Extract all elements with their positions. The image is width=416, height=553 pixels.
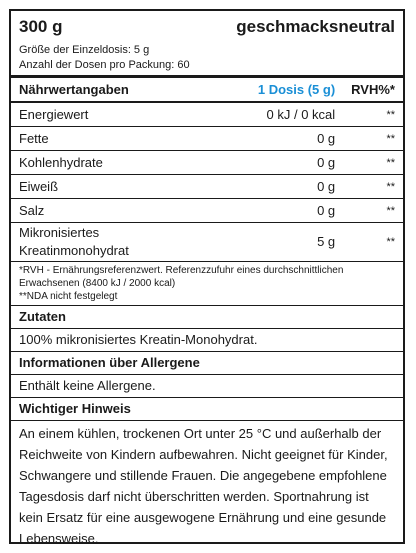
row-value: 5 g [217, 223, 343, 262]
row-rvh: ** [343, 151, 403, 175]
row-name: Eiweiß [11, 175, 217, 199]
nutrition-table [11, 78, 403, 262]
allergens-text: Enthält keine Allergene. [11, 375, 403, 398]
header-name: Nährwertangaben [11, 78, 217, 102]
row-name-line2: Kreatinmonohydrat [19, 243, 129, 258]
row-value: 0 g [217, 127, 343, 151]
table-row [11, 199, 403, 223]
row-value: 0 g [217, 199, 343, 223]
table-row-creatine [11, 223, 403, 262]
row-rvh: ** [343, 223, 403, 262]
footnote-rvh: *RVH - Ernährungsreferenzwert. Referenzzufuhr eines durchschnittlichen Erwachsenen (8400 kJ / 2000 kcal) [19, 265, 344, 289]
table-row [11, 175, 403, 199]
row-name-multiline [11, 223, 217, 262]
flavor-text: geschmacksneutral [236, 17, 395, 36]
servings-per-pack: Anzahl der Dosen pro Packung: 60 [19, 59, 190, 71]
row-name: Kohlenhydrate [11, 151, 217, 175]
footnote-nda: **NDA nicht festgelegt [19, 291, 118, 302]
header-dose: 1 Dosis (5 g) [217, 78, 343, 102]
row-rvh: ** [343, 127, 403, 151]
row-name: Fette [11, 127, 217, 151]
header-rvh: RVH%* [343, 78, 403, 102]
row-rvh: ** [343, 175, 403, 199]
row-rvh: ** [343, 102, 403, 127]
nutrition-table-header [11, 78, 403, 102]
row-value: 0 g [217, 175, 343, 199]
warning-text: An einem kühlen, trockenen Ort unter 25 °C und außerhalb der Reichweite von Kindern aufbewahren. Nicht geeignet für Kinder, Schwangere und stillende Frauen. Die angegebene empfohlene Tagesdosis darf nicht überschritten werden. Sportnahrung ist kein Ersatz für eine ausgewogene Ernährung und eine gesunde Lebensweise. [19, 426, 388, 546]
serving-size: Größe der Einzeldosis: 5 g [19, 44, 150, 56]
row-name-line1: Mikronisiertes [19, 225, 100, 240]
footnotes [11, 262, 403, 306]
label-header [11, 11, 403, 43]
row-value: 0 g [217, 151, 343, 175]
table-row [11, 127, 403, 151]
warning-title: Wichtiger Hinweis [11, 398, 403, 421]
row-rvh: ** [343, 199, 403, 223]
row-value: 0 kJ / 0 kcal [217, 102, 343, 127]
ingredients-text: 100% mikronisiertes Kreatin-Monohydrat. [11, 329, 403, 352]
allergens-title: Informationen über Allergene [11, 352, 403, 375]
nutrition-label [9, 9, 405, 544]
package-weight: 300 g [19, 17, 63, 36]
ingredients-title: Zutaten [11, 306, 403, 329]
table-row [11, 102, 403, 127]
row-name: Energiewert [11, 102, 217, 127]
table-row [11, 151, 403, 175]
row-name: Salz [11, 199, 217, 223]
serving-info [11, 43, 403, 73]
